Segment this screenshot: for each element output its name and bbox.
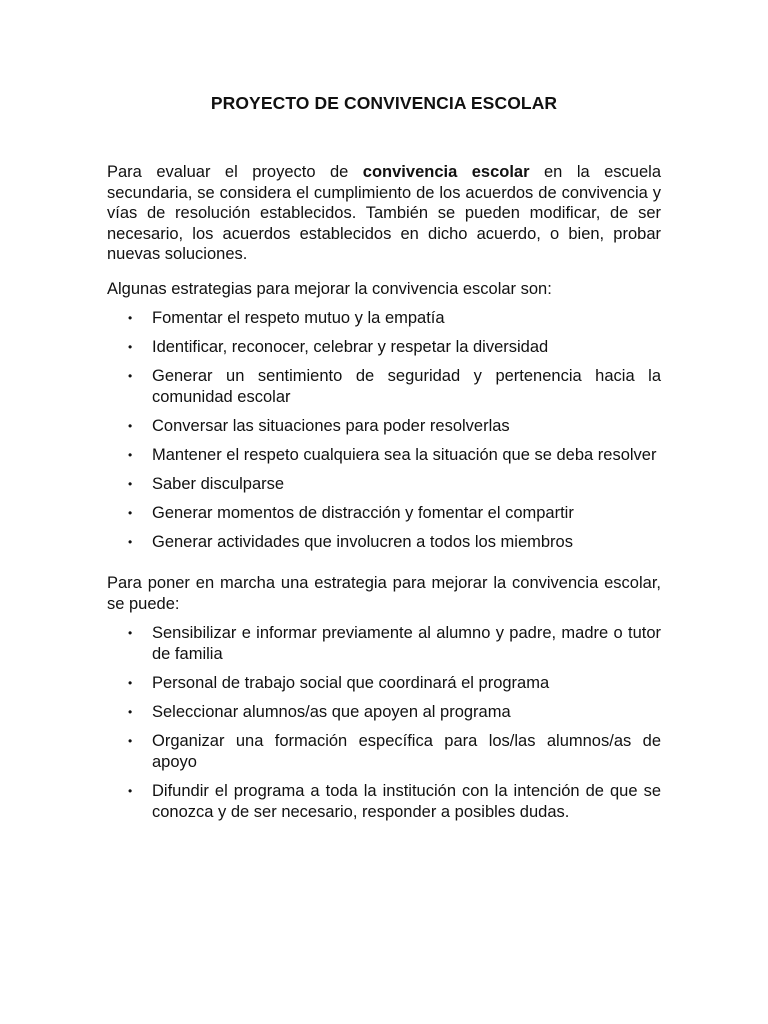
strategy-text: Generar momentos de distracción y fomentar el compartir	[152, 504, 574, 523]
implementation-item	[107, 781, 661, 822]
strategies-list	[107, 308, 661, 554]
bullet-icon: •	[128, 626, 133, 641]
document-title: PROYECTO DE CONVIVENCIA ESCOLAR	[210, 93, 558, 113]
implementation-item	[107, 731, 661, 772]
implementation-text: Organizar una formación específica para los/las alumnos/as de apoyo	[152, 732, 661, 771]
implementation-text: Difundir el programa a toda la institución con la intención de que se conozca y de ser necesario, responder a posibles dudas.	[152, 782, 661, 821]
bullet-icon: •	[128, 535, 133, 550]
bullet-icon: •	[128, 447, 133, 462]
strategy-text: Fomentar el respeto mutuo y la empatía	[152, 308, 445, 327]
strategy-text: Generar un sentimiento de seguridad y pertenencia hacia la comunidad escolar	[152, 366, 661, 406]
intro-text-end: en la escuela secundaria, se considera el cumplimiento de los acuerdos de convivencia y vías de resolución establecidos. También se pueden modificar, de ser necesario, los acuerdos establecidos en dicho acuerdo, o bien, probar nuevas soluciones.	[107, 163, 662, 264]
implementation-text: Personal de trabajo social que coordinará el programa	[152, 674, 550, 693]
strategy-text: Conversar las situaciones para poder resolverlas	[152, 416, 510, 435]
bullet-icon: •	[128, 676, 133, 691]
intro-bold-term: convivencia escolar	[362, 163, 530, 181]
implementation-text: Sensibilizar e informar previamente al alumno y padre, madre o tutor de familia	[152, 624, 661, 663]
strategy-text: Generar actividades que involucren a todos los miembros	[152, 533, 573, 552]
bullet-icon: •	[128, 368, 133, 383]
strategies-lead: Algunas estrategias para mejorar la convivencia escolar son:	[107, 279, 552, 298]
bullet-icon: •	[128, 339, 133, 354]
bullet-icon: •	[128, 784, 133, 799]
bullet-icon: •	[128, 477, 133, 492]
strategy-item	[107, 308, 661, 329]
strategy-item	[107, 503, 661, 524]
implementation-list	[107, 623, 661, 822]
document-body	[107, 90, 661, 822]
strategy-item	[107, 532, 661, 553]
implementation-text: Seleccionar alumnos/as que apoyen al programa	[152, 703, 511, 722]
bullet-icon: •	[128, 310, 133, 325]
strategy-item	[107, 474, 661, 495]
strategy-item	[107, 366, 661, 407]
strategy-text: Identificar, reconocer, celebrar y respetar la diversidad	[152, 337, 549, 356]
intro-paragraph	[107, 162, 661, 265]
strategy-item	[107, 337, 661, 358]
strategy-item	[107, 416, 661, 437]
implementation-item	[107, 673, 661, 694]
bullet-icon: •	[128, 734, 133, 749]
implementation-item	[107, 702, 661, 723]
strategy-text: Mantener el respeto cualquiera sea la situación que se deba resolver	[152, 445, 657, 464]
intro-text-start: Para evaluar el proyecto de	[107, 163, 363, 181]
bullet-icon: •	[128, 506, 133, 521]
bullet-icon: •	[128, 418, 133, 433]
implementation-item	[107, 623, 661, 664]
bullet-icon: •	[128, 705, 133, 720]
strategy-text: Saber disculparse	[152, 475, 285, 494]
strategy-item	[107, 445, 661, 466]
implementation-lead: Para poner en marcha una estrategia para mejorar la convivencia escolar, se puede:	[107, 574, 661, 613]
